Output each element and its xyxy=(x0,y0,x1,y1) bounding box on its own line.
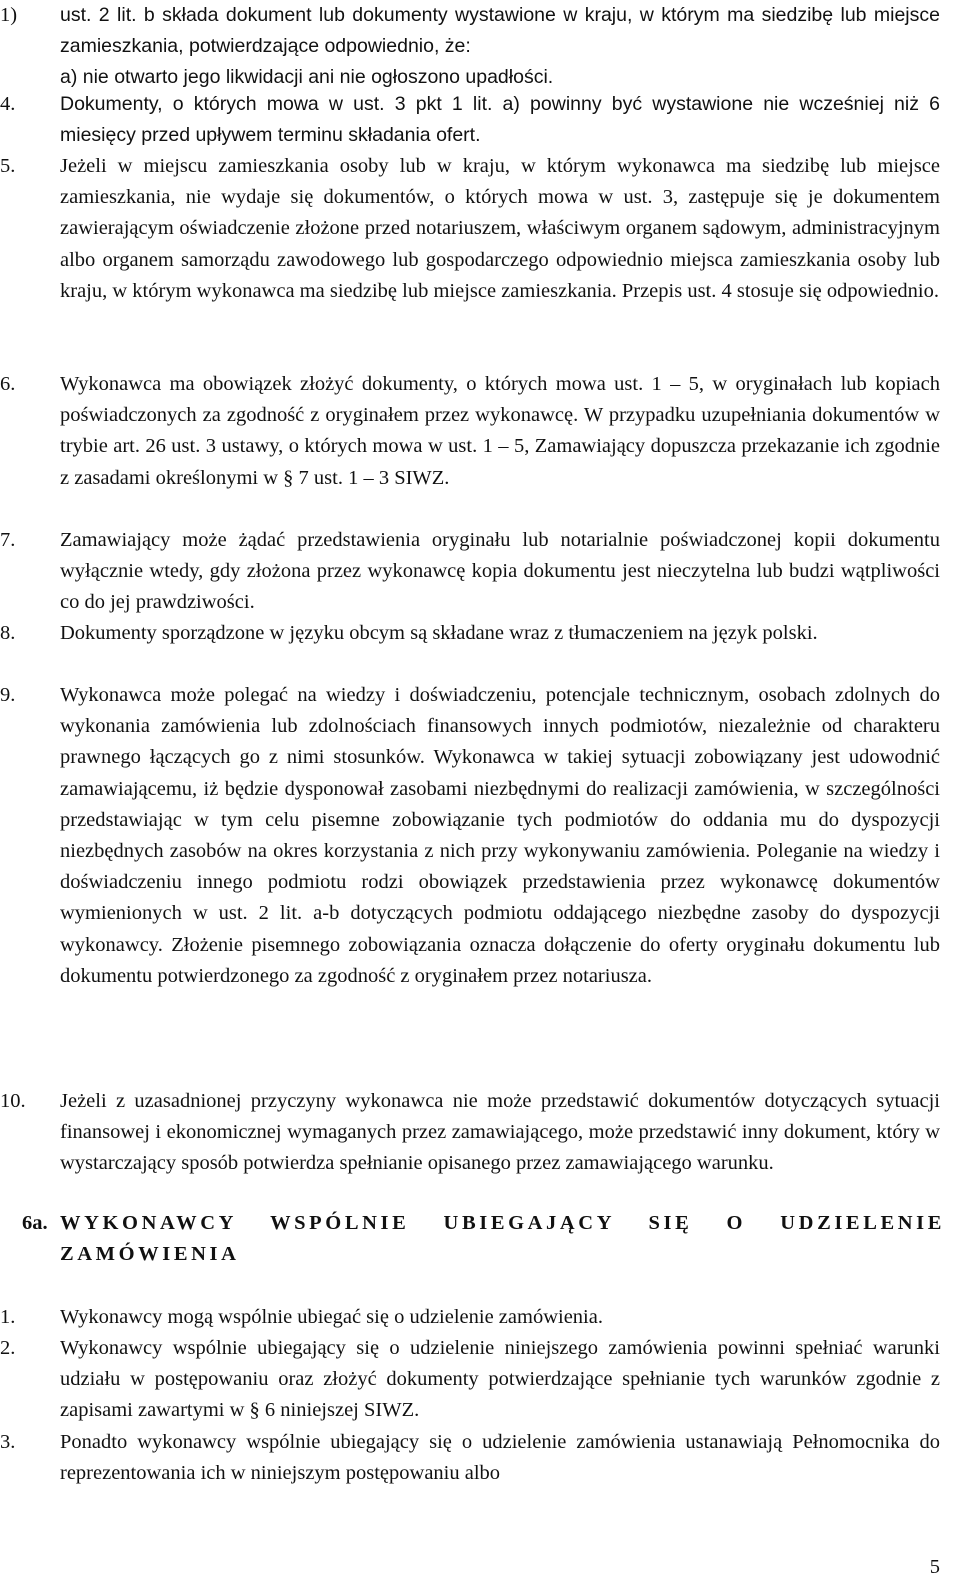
list-item xyxy=(0,680,940,992)
list-item xyxy=(0,1427,940,1489)
list-item xyxy=(0,89,940,151)
list-item xyxy=(0,369,940,494)
item-text xyxy=(60,0,940,94)
section-number: 6a. xyxy=(22,1212,48,1234)
item-number: 3. xyxy=(0,1431,16,1453)
item-number: 10. xyxy=(0,1090,26,1112)
item-text: Jeżeli z uzasadnionej przyczyny wykonawca nie może przedstawić dokumentów dotyczących sytuacji finansowej i ekonomicznej wymaganych przez zamawiającego, może przedstawić inny dokument, który w wystarczający sposób potwierdza spełnianie opisanego przez zamawiającego warunku. xyxy=(60,1090,940,1175)
item-number: 6. xyxy=(0,373,16,395)
list-item xyxy=(0,1302,940,1333)
item-text: Zamawiający może żądać przedstawienia oryginału lub notarialnie poświadczonej kopii dokumentu wyłącznie wtedy, gdy złożona przez wykonawcę kopia dokumentu jest nieczytelna lub budzi wątpliwości co do jej prawdziwości. xyxy=(60,529,940,614)
page-number: 5 xyxy=(929,1556,940,1578)
item-text: Wykonawcy wspólnie ubiegający się o udzielenie niniejszego zamówienia powinni spełniać warunki udziału w postępowaniu oraz złożyć dokumenty potwierdzające spełnianie tych warunków zgodnie z zapisami zawartymi w § 6 niniejszej SIWZ. xyxy=(60,1337,940,1422)
item-number: 8. xyxy=(0,622,16,644)
item-text: Wykonawca może polegać na wiedzy i doświadczeniu, potencjale technicznym, osobach zdolnych do wykonania zamówienia lub zdolnościach finansowych innych podmiotów, niezależnie od charakteru prawnego łączących go z nimi stosunków. Wykonawca w takiej sytuacji zobowiązany jest udowodnić zamawiającemu, iż będzie dysponował zasobami niezbędnymi do realizacji zamówienia, w szczególności przedstawiając w tym celu pisemne zobowiązanie tych podmiotów do oddania mu do dyspozycji niezbędnych zasobów na okres korzystania z nich przy wykonywaniu zamówienia. Poleganie na wiedzy i doświadczeniu innego podmiotu rodzi obowiązek przedstawienia przez wykonawcę dokumentów wymienionych w ust. 2 lit. a-b dotyczących podmiotu oddającego niezbędne zasoby do dyspozycji wykonawcy. Złożenie pisemnego zobowiązania oznacza dołączenie do oferty oryginału dokumentu lub dokumentu potwierdzonego za zgodność z oryginałem przez notariusza. xyxy=(60,684,940,987)
item-text: Wykonawca ma obowiązek złożyć dokumenty, o których mowa ust. 1 – 5, w oryginałach lub kopiach poświadczonych za zgodność z oryginałem przez wykonawcę. W przypadku uzupełniania dokumentów w trybie art. 26 ust. 3 ustawy, o których mowa w ust. 1 – 5, Zamawiający dopuszcza przekazanie ich zgodnie z zasadami określonymi w § 7 ust. 1 – 3 SIWZ. xyxy=(60,373,940,489)
section-heading xyxy=(0,1208,945,1270)
list-item xyxy=(0,151,940,307)
item-number: 1. xyxy=(0,1306,16,1328)
item-text: Ponadto wykonawcy wspólnie ubiegający się o udzielenie zamówienia ustanawiają Pełnomocnika do reprezentowania ich w niniejszym postępowaniu albo xyxy=(60,1431,940,1485)
item-text: Dokumenty sporządzone w języku obcym są składane wraz z tłumaczeniem na język polski. xyxy=(60,622,818,644)
item-number: 9. xyxy=(0,684,16,706)
item-number: 5. xyxy=(0,155,16,177)
item-text: Wykonawcy mogą wspólnie ubiegać się o udzielenie zamówienia. xyxy=(60,1306,603,1328)
list-item xyxy=(0,1086,940,1180)
list-item xyxy=(0,1333,940,1427)
item-number: 4. xyxy=(0,93,16,115)
section-title: WYKONAWCY WSPÓLNIE UBIEGAJĄCY SIĘ O UDZIELENIE ZAMÓWIENIA xyxy=(60,1212,945,1266)
list-item xyxy=(0,618,940,649)
item-number: 2. xyxy=(0,1337,16,1359)
item-text: Dokumenty, o których mowa w ust. 3 pkt 1 lit. a) powinny być wystawione nie wcześniej niż 6 miesięcy przed upływem terminu składania ofert. xyxy=(60,93,940,147)
item-number: 1) xyxy=(0,4,18,26)
item-number: 7. xyxy=(0,529,16,551)
item-paragraph: a) nie otwarto jego likwidacji ani nie ogłoszono upadłości. xyxy=(60,66,554,89)
item-paragraph: ust. 2 lit. b składa dokument lub dokumenty wystawione w kraju, w którym ma siedzibę lub miejsce zamieszkania, potwierdzające odpowiednio, że: xyxy=(60,4,940,58)
list-item xyxy=(0,525,940,619)
list-item xyxy=(0,0,940,94)
item-text: Jeżeli w miejscu zamieszkania osoby lub w kraju, w którym wykonawca ma siedzibę lub miejsce zamieszkania, nie wydaje się dokumentów, o których mowa w ust. 3, zastępuje się je dokumentem zawierającym oświadczenie złożone przed notariuszem, właściwym organem sądowym, administracyjnym albo organem samorządu zawodowego lub gospodarczego odpowiednio miejsca zamieszkania osoby lub kraju, w którym wykonawca ma siedzibę lub miejsce zamieszkania. Przepis ust. 4 stosuje się odpowiednio. xyxy=(60,155,940,302)
